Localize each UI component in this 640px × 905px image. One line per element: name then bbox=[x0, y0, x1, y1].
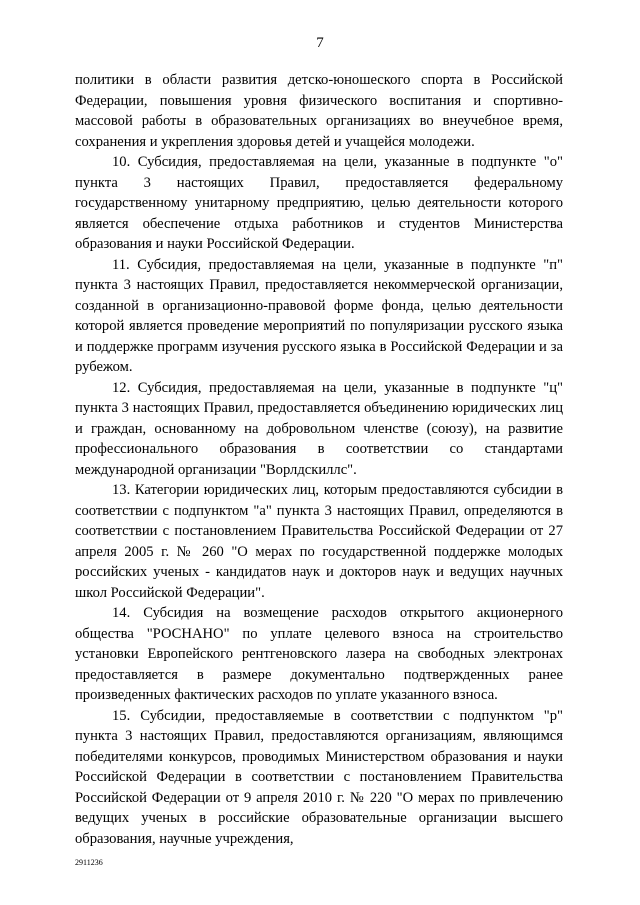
document-body bbox=[75, 70, 563, 849]
paragraph-item-15: 15. Субсидии, предоставляемые в соответствии с подпунктом "р" пункта 3 настоящих Правил, предоставляются организациям, являющимся победителями конкурсов, проводимых Министерством образования и науки Российской Федерации в соответствии с постановлением Правительства Российской Федерации от 9 апреля 2010 г. № 220 "О мерах по привлечению ведущих ученых в российские образовательные организации высшего образования, научные учреждения, bbox=[75, 707, 563, 847]
paragraph-continuation: политики в области развития детско-юношеского спорта в Российской Федерации, повышения уровня физического воспитания и спортивно-массовой работы в образовательных организациях во внеучебное время, сохранения и укрепления здоровья детей и учащейся молодежи. bbox=[75, 72, 563, 150]
paragraph-item-14: 14. Субсидия на возмещение расходов открытого акционерного общества "РОСНАНО" по уплате целевого взноса на строительство установки Европейского рентгеновского лазера на свободных электронах предоставляется в размере документально подтвержденных ранее произведенных фактических расходов по уплате указанного взноса. bbox=[75, 605, 563, 703]
page-number: 7 bbox=[316, 35, 324, 51]
paragraph-item-11: 11. Субсидия, предоставляемая на цели, указанные в подпункте "п" пункта 3 настоящих Правил, предоставляется некоммерческой организации, созданной в организационно-правовой форме фонда, целью деятельности которой является проведение мероприятий по популяризации русского языка и поддержке программ изучения русского языка в Российской Федерации и за рубежом. bbox=[75, 256, 563, 375]
paragraph-item-10: 10. Субсидия, предоставляемая на цели, указанные в подпункте "о" пункта 3 настоящих Правил, предоставляется федеральному государственному унитарному предприятию, целью деятельности которого является обеспечение отдыха работников и студентов Министерства образования и науки Российской Федерации. bbox=[75, 154, 563, 252]
paragraph-item-13: 13. Категории юридических лиц, которым предоставляются субсидии в соответствии с подпунктом "а" пункта 3 настоящих Правил, определяются в соответствии с постановлением Правительства Российской Федерации от 27 апреля 2005 г. № 260 "О мерах по государственной поддержке молодых российских ученых - кандидатов наук и докторов наук и ведущих научных школ Российской Федерации". bbox=[75, 482, 563, 601]
document-code: 2911236 bbox=[75, 858, 103, 867]
paragraph-item-12: 12. Субсидия, предоставляемая на цели, указанные в подпункте "ц" пункта 3 настоящих Правил, предоставляется объединению юридических лиц и граждан, основанному на добровольном членстве (союзу), на развитие профессионального образования в соответствии со стандартами международной организации "Ворлдскиллс". bbox=[75, 379, 563, 478]
